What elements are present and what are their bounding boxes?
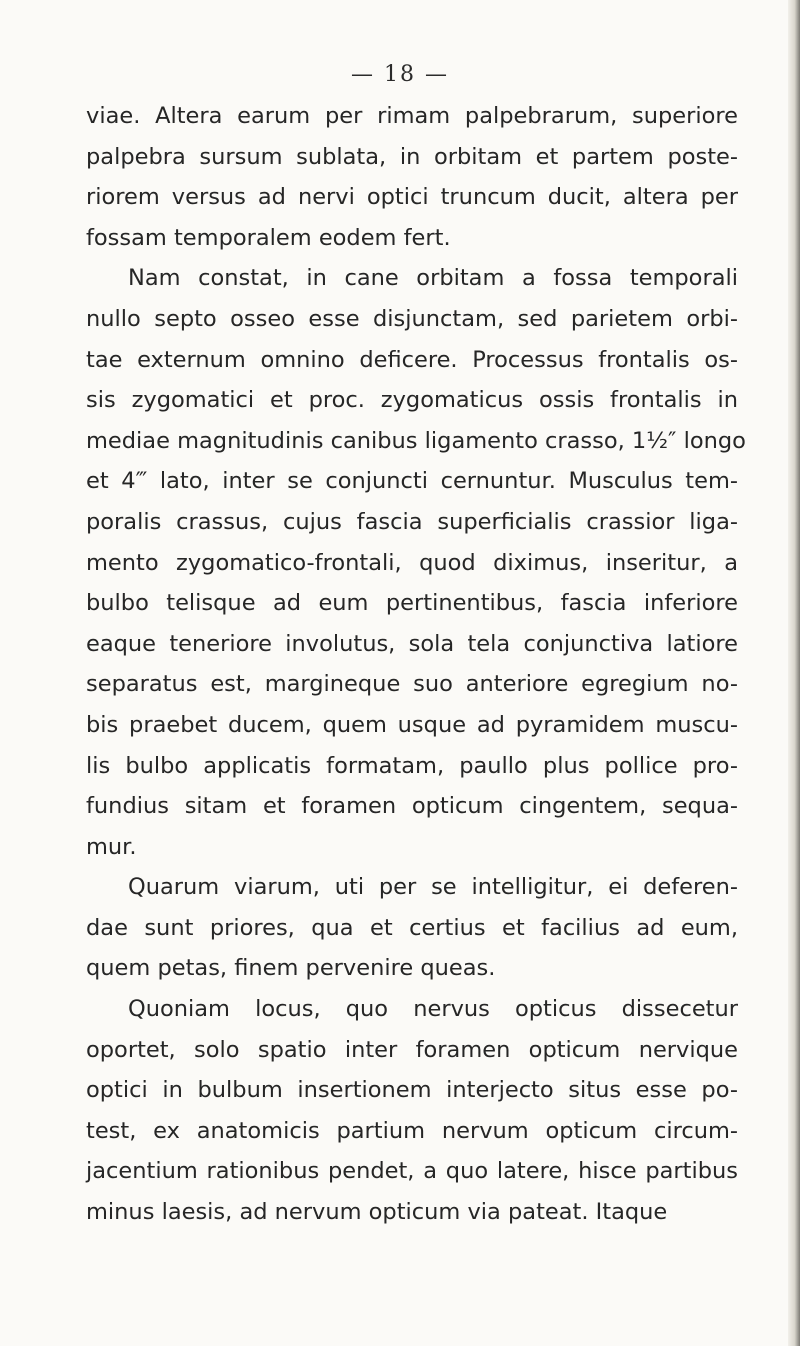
text-line: poralis crassus, cujus fascia superficialis crassior liga- (86, 508, 738, 535)
text-line: dae sunt priores, qua et certius et facilius ad eum, (86, 914, 738, 941)
text-line: Quarum viarum, uti per se intelligitur, ei deferen- (128, 874, 738, 901)
text-line: eaque teneriore involutus, sola tela conjunctiva latiore (86, 630, 738, 657)
text-line: sis zygomatici et proc. zygomaticus ossis frontalis in (86, 387, 738, 414)
text-line: Quoniam locus, quo nervus opticus dissecetur (128, 996, 738, 1023)
text-line: Nam constat, in cane orbitam a fossa temporali (128, 265, 738, 292)
text-line: riorem versus ad nervi optici truncum ducit, altera per (86, 184, 738, 211)
text-line: quem petas, finem pervenire queas. (86, 955, 496, 982)
page-number: — 18 — (351, 62, 449, 87)
text-line: tae externum omnino deficere. Processus frontalis os- (86, 346, 738, 373)
text-line: bis praebet ducem, quem usque ad pyramidem muscu- (86, 711, 738, 738)
text-line: mento zygomatico-frontali, quod diximus, inseritur, a (86, 549, 738, 576)
text-line: separatus est, margineque suo anteriore egregium no- (86, 671, 738, 698)
text-line: lis bulbo applicatis formatam, paullo plus pollice pro- (86, 752, 738, 779)
paragraph (86, 989, 738, 1233)
text-line: optici in bulbum insertionem interjecto situs esse po- (86, 1077, 738, 1104)
paragraph (86, 867, 738, 989)
text-line: nullo septo osseo esse disjunctam, sed parietem orbi- (86, 305, 738, 332)
paragraph (86, 96, 738, 258)
text-line: mur. (86, 833, 137, 860)
text-line: oportet, solo spatio inter foramen opticum nervique (86, 1036, 738, 1063)
text-line: jacentium rationibus pendet, a quo latere, hisce partibus (86, 1158, 738, 1185)
paragraph (86, 258, 746, 867)
text-line: fundius sitam et foramen opticum cingentem, sequa- (86, 793, 738, 820)
body-text (86, 96, 746, 1233)
text-line: et 4‴ lato, inter se conjuncti cernuntur. Musculus tem- (86, 468, 738, 495)
text-line: mediae magnitudinis canibus ligamento crasso, 1½″ longo (86, 427, 746, 454)
text-line: viae. Altera earum per rimam palpebrarum, superiore (86, 103, 738, 129)
text-line: test, ex anatomicis partium nervum opticum circum- (86, 1117, 738, 1144)
text-line: minus laesis, ad nervum opticum via pateat. Itaque (86, 1199, 668, 1226)
text-line: fossam temporalem eodem fert. (86, 224, 451, 251)
text-line: bulbo telisque ad eum pertinentibus, fascia inferiore (86, 590, 738, 617)
text-line: palpebra sursum sublata, in orbitam et partem poste- (86, 143, 738, 170)
page-edge-shadow (788, 0, 800, 1346)
